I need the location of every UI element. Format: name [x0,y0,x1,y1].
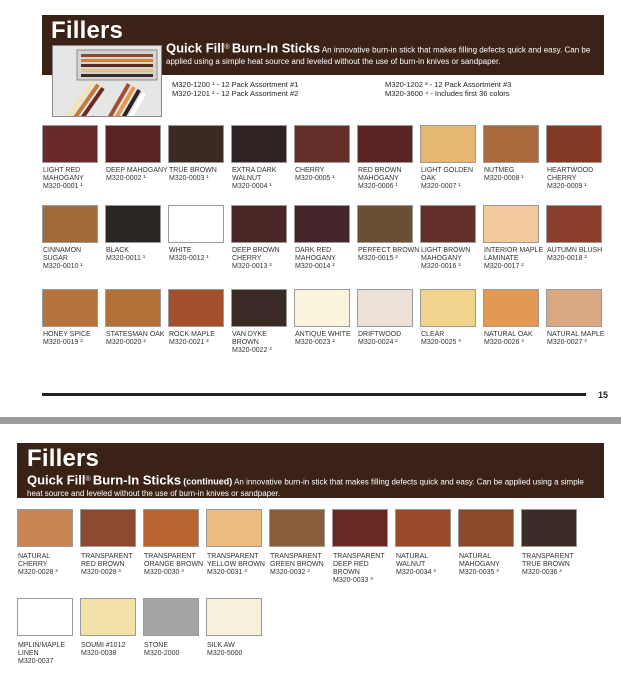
page1-product-name: Quick Fill [166,40,225,56]
swatch-product-code: M320-0028 ³ [18,569,58,576]
swatch-color-name: DARK RED MAHOGANY [295,247,336,262]
page2-description-text: An innovative burn-in stick that makes filling defects quick and easy. Can be applied using a simple heat source and leveled without the use of burn-in knives or sandpaper. [27,477,584,498]
page1-swatch-label [547,247,609,263]
page1-swatch-label [106,331,168,347]
page1-swatch-label [169,167,231,183]
swatch-product-code: M320-0027 ³ [547,339,587,346]
page1-footer-line [42,393,586,396]
page1-swatch [105,125,161,163]
page1-swatch-label [421,331,483,347]
swatch-color-name: TRANSPARENT RED BROWN [81,553,133,568]
page2-swatch-label [396,553,458,577]
swatch-product-code: M320-0010 ¹ [43,263,83,270]
page-number: 15 [598,390,609,400]
swatch-color-name: INTERIOR MAPLE LAMINATE [484,247,544,262]
swatch-color-name: TRANSPARENT YELLOW BROWN [207,553,265,568]
page1-swatch [294,289,350,327]
page2-product-suffix: Burn-In Sticks [92,472,182,488]
swatch-color-name: CLEAR [421,331,445,338]
swatch-product-code: M320-5000 [207,650,243,657]
page1-swatch-label [106,247,168,263]
page1-swatch-label [232,247,294,271]
page1-description-text: An innovative burn-in stick that makes filling defects quick and easy. Can be applied using a simple heat source and leveled without the use of burn-in knives or sandpaper. [166,45,591,66]
swatch-color-name: ANTIQUE WHITE [295,331,351,338]
swatch-color-name: NATURAL MAHOGANY [459,553,500,568]
page2-swatch-label [144,642,206,658]
swatch-color-name: TRANSPARENT TRUE BROWN [522,553,574,568]
page2-swatch-label [81,642,143,658]
page1-swatch-label [295,167,357,183]
page2-swatch [206,509,262,547]
page2-swatch [143,598,199,636]
swatch-product-code: M320-0034 ³ [396,569,436,576]
page1-swatch-label [484,167,546,183]
swatch-color-name: NATURAL MAPLE [547,331,605,338]
page2-swatch [143,509,199,547]
swatch-product-code: M320-0025 ³ [421,339,461,346]
swatch-color-name: DRIFTWOOD [358,331,402,338]
swatch-color-name: NATURAL WALNUT [396,553,428,568]
page1-swatch-label [547,167,609,191]
page1-swatch-label [295,247,357,271]
swatch-color-name: STONE [144,642,168,649]
swatch-color-name: LIGHT BROWN MAHOGANY [421,247,471,262]
page-divider [0,417,621,424]
burn-in-sticks-image [53,46,161,116]
page2-swatch [80,598,136,636]
page1-swatch [546,205,602,243]
swatch-product-code: M320-0029 ³ [81,569,121,576]
swatch-color-name: PERFECT BROWN [358,247,420,254]
code-assortment-2: M320-1201 ² - 12 Pack Assortment #2 [172,89,299,98]
page1-swatch [357,125,413,163]
page2-header-banner [17,443,604,498]
page2-swatch [17,598,73,636]
swatch-color-name: TRUE BROWN [169,167,217,174]
page2-product-name: Quick Fill [27,472,86,488]
page1-swatch [546,125,602,163]
page1-swatch [42,205,98,243]
page1-swatch [357,289,413,327]
swatch-product-code: M320-0022 ² [232,347,272,354]
page1-reg-mark: ® [224,44,230,51]
swatch-product-code: M320-0024 ² [358,339,398,346]
page1-swatch [168,289,224,327]
page1-swatch [231,289,287,327]
swatch-product-code: M320-0014 ² [295,263,335,270]
swatch-product-code: M320-0005 ¹ [295,175,335,182]
page1-swatch-label [484,331,546,347]
swatch-product-code: M320-0035 ³ [459,569,499,576]
page1-product-description [166,42,598,67]
page1-swatch [231,125,287,163]
page1-swatch [42,289,98,327]
code-assortment-3: M320-1202 ³ - 12 Pack Assortment #3 [385,80,512,89]
swatch-color-name: DEEP MAHOGANY [106,167,168,174]
swatch-product-code: M320-0033 ³ [333,577,373,584]
code-assortment-1: M320-1200 ¹ - 12 Pack Assortment #1 [172,80,299,89]
page2-swatch-label [144,553,206,577]
swatch-product-code: M320-0020 ² [106,339,146,346]
code-assortment-4: M320-3600 ⁴ - Includes first 36 colors [385,89,510,98]
swatch-product-code: M320-0007 ¹ [421,183,461,190]
page2-swatch [395,509,451,547]
swatch-product-code: M320-0003 ¹ [169,175,209,182]
page2-swatch [458,509,514,547]
swatch-product-code: M320-0006 ¹ [358,183,398,190]
swatch-color-name: HONEY SPICE [43,331,91,338]
swatch-color-name: SOUMI #1012 [81,642,126,649]
swatch-color-name: EXTRA DARK WALNUT [232,167,277,182]
page1-swatch-label [169,331,231,347]
page1-swatch-label [43,247,105,271]
page2-title: Fillers [27,445,100,472]
page1-swatch-label [232,167,294,191]
page1-swatch [483,205,539,243]
page2-swatch-label [333,553,395,585]
swatch-color-name: ROCK MAPLE [169,331,215,338]
page1-swatch [483,289,539,327]
page1-swatch [546,289,602,327]
page1-swatch-label [232,331,294,355]
page1-swatch [294,125,350,163]
page2-swatch [521,509,577,547]
swatch-color-name: CINNAMON SUGAR [43,247,82,262]
swatch-product-code: M320-2000 [144,650,180,657]
page2-swatch-label [81,553,143,577]
swatch-product-code: M320-0036 ³ [522,569,562,576]
page2-swatch-label [207,553,269,577]
page1-swatch-label [421,167,483,191]
swatch-product-code: M320-0019 ² [43,339,83,346]
swatch-product-code: M320-0017 ² [484,263,524,270]
swatch-color-name: MPLIN/MAPLE LINEN [18,642,66,657]
page1-swatch-label [43,167,105,191]
swatch-product-code: M320-0032 ³ [270,569,310,576]
swatch-color-name: AUTUMN BLUSH [547,247,603,254]
swatch-color-name: SILK AW [207,642,235,649]
page1-swatch [420,205,476,243]
page2-continued: (continued) [183,476,233,487]
swatch-product-code: M320-0021 ² [169,339,209,346]
swatch-color-name: LIGHT RED MAHOGANY [43,167,84,182]
page1-swatch [357,205,413,243]
swatch-color-name: TRANSPARENT GREEN BROWN [270,553,324,568]
swatch-color-name: NUTMEG [484,167,515,174]
page2-swatch-label [18,642,80,666]
page1-swatch-label [547,331,609,347]
swatch-color-name: NATURAL CHERRY [18,553,50,568]
swatch-color-name: HEARTWOOD CHERRY [547,167,594,182]
swatch-product-code: M320-0002 ¹ [106,175,146,182]
swatch-product-code: M320-0013 ² [232,263,272,270]
page1-swatch [420,125,476,163]
swatch-product-code: M320-0023 ² [295,339,335,346]
swatch-product-code: M320-0008 ¹ [484,175,524,182]
page1-swatch [231,205,287,243]
page2-swatch [206,598,262,636]
swatch-product-code: M320-0026 ³ [484,339,524,346]
page2-swatch [17,509,73,547]
swatch-color-name: STATESMAN OAK [106,331,165,338]
page2-swatch-label [18,553,80,577]
page1-swatch-label [421,247,483,271]
page2-swatch [332,509,388,547]
page1-swatch-label [358,167,420,191]
page1-swatch-label [169,247,231,263]
page1-swatch [168,125,224,163]
page2-swatch [80,509,136,547]
swatch-product-code: M320-0038 [81,650,117,657]
page1-swatch [105,205,161,243]
swatch-color-name: DEEP BROWN CHERRY [232,247,280,262]
swatch-product-code: M320-0018 ² [547,255,587,262]
page1-swatch [420,289,476,327]
page1-swatch [42,125,98,163]
page2-reg-mark: ® [85,476,91,483]
page1-swatch-label [484,247,546,271]
page2-swatch-label [270,553,332,577]
swatch-product-code: M320-0004 ¹ [232,183,272,190]
page2-swatch-label [207,642,269,658]
swatch-color-name: RED BROWN MAHOGANY [358,167,402,182]
swatch-color-name: TRANSPARENT ORANGE BROWN [144,553,204,568]
page1-swatch-label [43,331,105,347]
page1-swatch-label [358,247,420,263]
swatch-product-code: M320-0016 ² [421,263,461,270]
swatch-color-name: BLACK [106,247,129,254]
swatch-product-code: M320-0009 ¹ [547,183,587,190]
swatch-product-code: M320-0001 ¹ [43,183,83,190]
page2-swatch-label [522,553,584,577]
swatch-color-name: CHERRY [295,167,325,174]
swatch-color-name: VAN DYKE BROWN [232,331,267,346]
page1-swatch-label [106,167,168,183]
product-photo [52,45,162,117]
swatch-product-code: M320-0037 [18,658,54,665]
page1-swatch [105,289,161,327]
swatch-color-name: WHITE [169,247,192,254]
swatch-product-code: M320-0015 ² [358,255,398,262]
swatch-color-name: NATURAL OAK [484,331,533,338]
page2-swatch [269,509,325,547]
swatch-product-code: M320-0012 ¹ [169,255,209,262]
page1-title: Fillers [51,17,124,44]
page2-swatch-label [459,553,521,577]
page1-swatch [483,125,539,163]
swatch-product-code: M320-0011 ¹ [106,255,146,262]
swatch-product-code: M320-0031 ³ [207,569,247,576]
page1-swatch-label [358,331,420,347]
page1-swatch [168,205,224,243]
swatch-product-code: M320-0030 ³ [144,569,184,576]
page1-product-suffix: Burn-In Sticks [231,40,321,56]
swatch-color-name: TRANSPARENT DEEP RED BROWN [333,553,385,576]
swatch-color-name: LIGHT GOLDEN OAK [421,167,473,182]
page2-product-description [27,474,597,499]
page1-swatch-label [295,331,357,347]
page1-swatch [294,205,350,243]
